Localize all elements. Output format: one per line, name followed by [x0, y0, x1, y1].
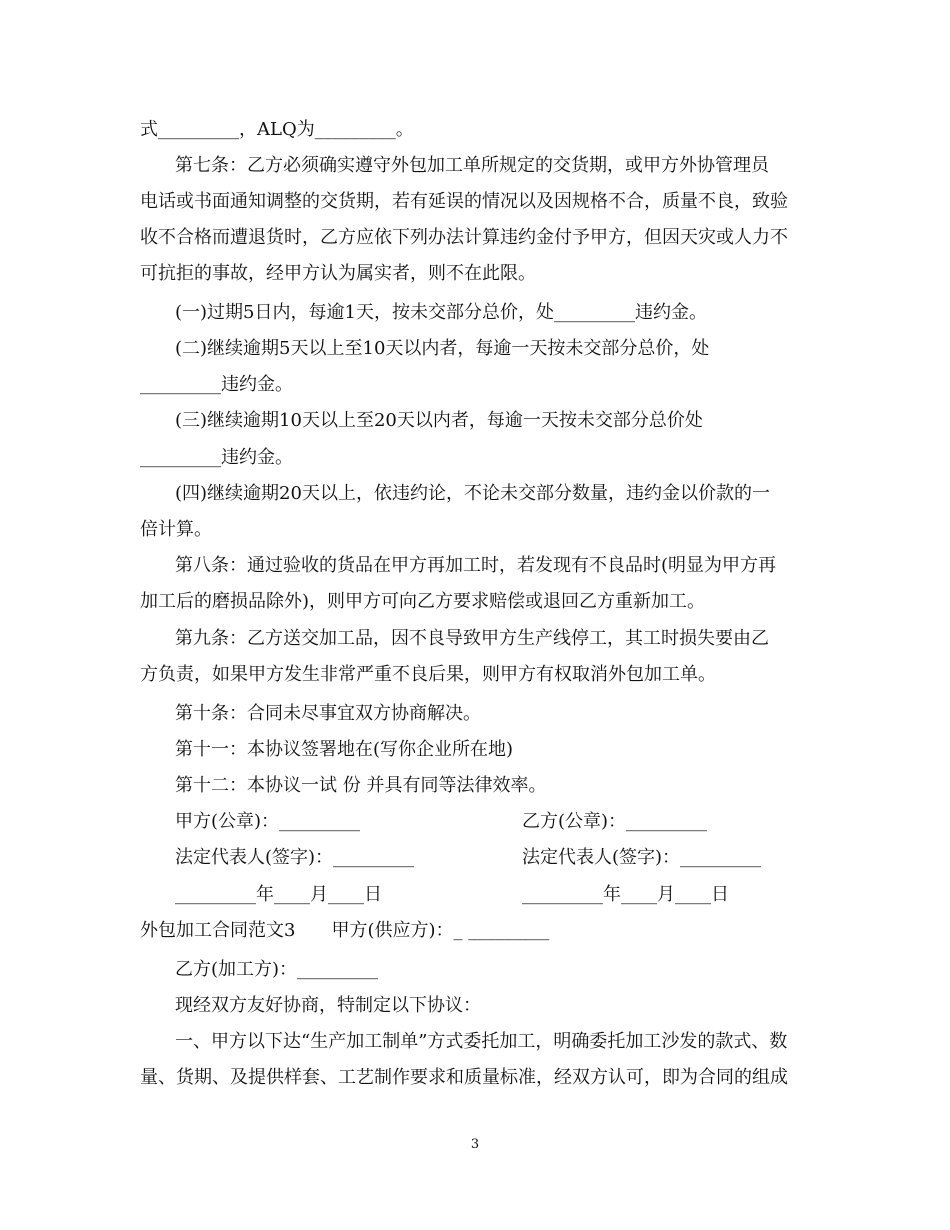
paragraph-line: (一)过期5日内，每逾1天，按未交部分总价，处_________违约金。: [175, 302, 707, 323]
paragraph-line: 量、货期、及提供样套、工艺制作要求和质量标准，经双方认可，即为合同的组成: [140, 1067, 788, 1088]
page-number: 3: [470, 1137, 480, 1152]
paragraph-line: _________违约金。: [140, 447, 293, 468]
paragraph-line: 现经双方友好协商，特制定以下协议：: [175, 995, 481, 1016]
paragraph-line: 第十二：本协议一试 份 并具有同等法律效率。: [175, 775, 547, 796]
paragraph-line: 第七条：乙方必须确实遵守外包加工单所规定的交货期，或甲方外协管理员: [175, 155, 769, 176]
paragraph-line: 第十条：合同未尽事宜双方协商解决。: [175, 703, 481, 724]
signature-party-b-date: _________年____月____日: [522, 884, 729, 905]
contract-heading-line: 外包加工合同范文3 甲方(供应方)：_ _________: [140, 920, 550, 941]
paragraph-line: 加工后的磨损品除外)，则甲方可向乙方要求赔偿或退回乙方重新加工。: [140, 591, 706, 612]
signature-party-a-date: _________年____月____日: [175, 884, 382, 905]
paragraph-line: 式_________，ALQ为_________。: [140, 119, 414, 140]
paragraph-line: 倍计算。: [140, 519, 212, 540]
paragraph-line: (四)继续逾期20天以上，依违约论，不论未交部分数量，违约金以价款的一: [175, 483, 770, 504]
paragraph-line: 第十一：本协议签署地在(写你企业所在地): [175, 739, 514, 760]
paragraph-line: 第九条：乙方送交加工品，因不良导致甲方生产线停工，其工时损失要由乙: [175, 628, 769, 649]
paragraph-line: 收不合格而遭退货时，乙方应依下列办法计算违约金付予甲方，但因天灾或人力不: [140, 227, 788, 248]
paragraph-line: (三)继续逾期10天以上至20天以内者，每逾一天按未交部分总价处: [175, 410, 703, 431]
paragraph-line: 可抗拒的事故，经甲方认为属实者，则不在此限。: [140, 263, 536, 284]
paragraph-line: (二)继续逾期5天以上至10天以内者，每逾一天按未交部分总价，处: [175, 338, 710, 359]
paragraph-line: 方负责，如果甲方发生非常严重不良后果，则甲方有权取消外包加工单。: [140, 664, 716, 685]
paragraph-line: 乙方(加工方)：_________: [175, 959, 379, 980]
paragraph-line: 一、甲方以下达“生产加工制单”方式委托加工，明确委托加工沙发的款式、数: [175, 1031, 788, 1052]
paragraph-line: 电话或书面通知调整的交货期，若有延误的情况以及因规格不合，质量不良，致验: [140, 191, 788, 212]
signature-party-b-rep: 法定代表人(签字)：_________: [522, 847, 762, 868]
signature-party-a-rep: 法定代表人(签字)：_________: [175, 847, 415, 868]
paragraph-line: 第八条：通过验收的货品在甲方再加工时，若发现有不良品时(明显为甲方再: [175, 555, 777, 576]
paragraph-line: _________违约金。: [140, 374, 293, 395]
signature-party-b-seal: 乙方(公章)：_________: [522, 811, 708, 832]
signature-party-a-seal: 甲方(公章)：_________: [175, 811, 361, 832]
